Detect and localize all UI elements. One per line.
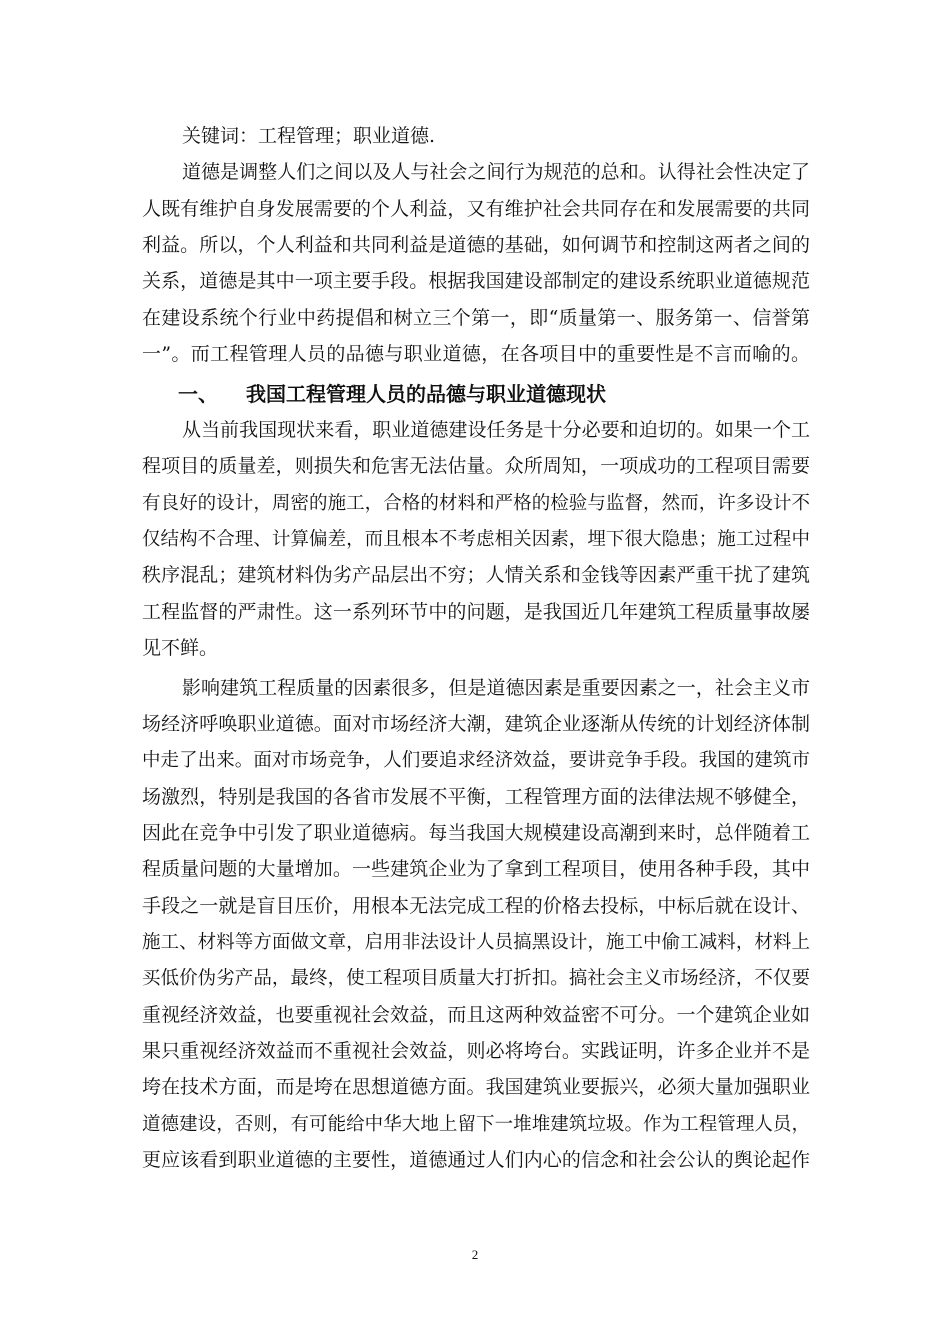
- paragraph-line: 有良好的设计，周密的施工，合格的材料和严格的检验与监督，然而，许多设计不: [142, 493, 810, 514]
- paragraph-line: 从当前我国现状来看，职业道德建设任务是十分必要和迫切的。如果一个工: [182, 419, 810, 441]
- paragraph-line: 道德是调整人们之间以及人与社会之间行为规范的总和。认得社会性决定了: [182, 161, 810, 183]
- paragraph-line: 仅结构不合理、计算偏差，而且根本不考虑相关因素，埋下很大隐患；施工过程中: [142, 529, 810, 550]
- paragraph-line: 一”。而工程管理人员的品德与职业道德，在各项目中的重要性是不言而喻的。: [142, 343, 810, 365]
- paragraph-line: 手段之一就是盲目压价，用根本无法完成工程的价格去投标，中标后就在设计、: [142, 895, 810, 917]
- paragraph-line: 重视经济效益，也要重视社会效益，而且这两种效益密不可分。一个建筑企业如: [142, 1004, 810, 1026]
- section-heading: [178, 380, 606, 408]
- paragraph-line: 人既有维护自身发展需要的个人利益，又有维护社会共同存在和发展需要的共同: [142, 198, 810, 220]
- paragraph-line: 果只重视经济效益而不重视社会效益，则必将垮台。实践证明，许多企业并不是: [142, 1040, 810, 1062]
- section-title: 我国工程管理人员的品德与职业道德现状: [246, 382, 606, 406]
- paragraph-line: 道德建设，否则，有可能给中华大地上留下一堆堆建筑垃圾。作为工程管理人员，: [142, 1114, 810, 1135]
- paragraph-line: 场经济呼唤职业道德。面对市场经济大潮，建筑企业逐渐从传统的计划经济体制: [142, 713, 810, 735]
- paragraph-line: 中走了出来。面对市场竞争，人们要追求经济效益，要讲竞争手段。我国的建筑市: [142, 750, 810, 771]
- paragraph-line: 场激烈，特别是我国的各省市发展不平衡，工程管理方面的法律法规不够健全，: [142, 786, 810, 808]
- paragraph-line: 关系，道德是其中一项主要手段。根据我国建设部制定的建设系统职业道德规范: [142, 270, 810, 292]
- paragraph-line: 程质量问题的大量增加。一些建筑企业为了拿到工程项目，使用各种手段，其中: [142, 858, 810, 880]
- paragraph-line: 利益。所以，个人利益和共同利益是道德的基础，如何调节和控制这两者之间的: [142, 234, 810, 256]
- page-number: 2: [471, 1247, 479, 1262]
- paragraph-line: 秩序混乱；建筑材料伪劣产品层出不穷；人情关系和金钱等因素严重干扰了建筑: [142, 564, 810, 586]
- paragraph-line: 在建设系统个行业中药提倡和树立三个第一，即“质量第一、服务第一、信誉第: [142, 307, 810, 329]
- paragraph-line: 工程监督的严肃性。这一系列环节中的问题，是我国近几年建筑工程质量事故屡: [142, 601, 810, 623]
- paragraph-line: 程项目的质量差，则损失和危害无法估量。众所周知，一项成功的工程项目需要: [142, 455, 810, 477]
- paragraph-line: 因此在竞争中引发了职业道德病。每当我国大规模建设高潮到来时，总伴随着工: [142, 822, 810, 844]
- section-number: 一、: [178, 382, 218, 406]
- paragraph-line: 买低价伪劣产品，最终，使工程项目质量大打折扣。搞社会主义市场经济，不仅要: [142, 968, 810, 989]
- paragraph-line: 影响建筑工程质量的因素很多，但是道德因素是重要因素之一，社会主义市: [182, 677, 810, 699]
- paragraph-line: 更应该看到职业道德的主要性，道德通过人们内心的信念和社会公认的舆论起作: [142, 1149, 810, 1171]
- paragraph-line: 施工、材料等方面做文章，启用非法设计人员搞黑设计，施工中偷工减料，材料上: [142, 932, 810, 953]
- paragraph-line: 垮在技术方面，而是垮在思想道德方面。我国建筑业要振兴，必须大量加强职业: [142, 1076, 810, 1098]
- paragraph-line: 见不鲜。: [142, 637, 219, 659]
- keywords-line: 关键词：工程管理；职业道德.: [182, 125, 436, 147]
